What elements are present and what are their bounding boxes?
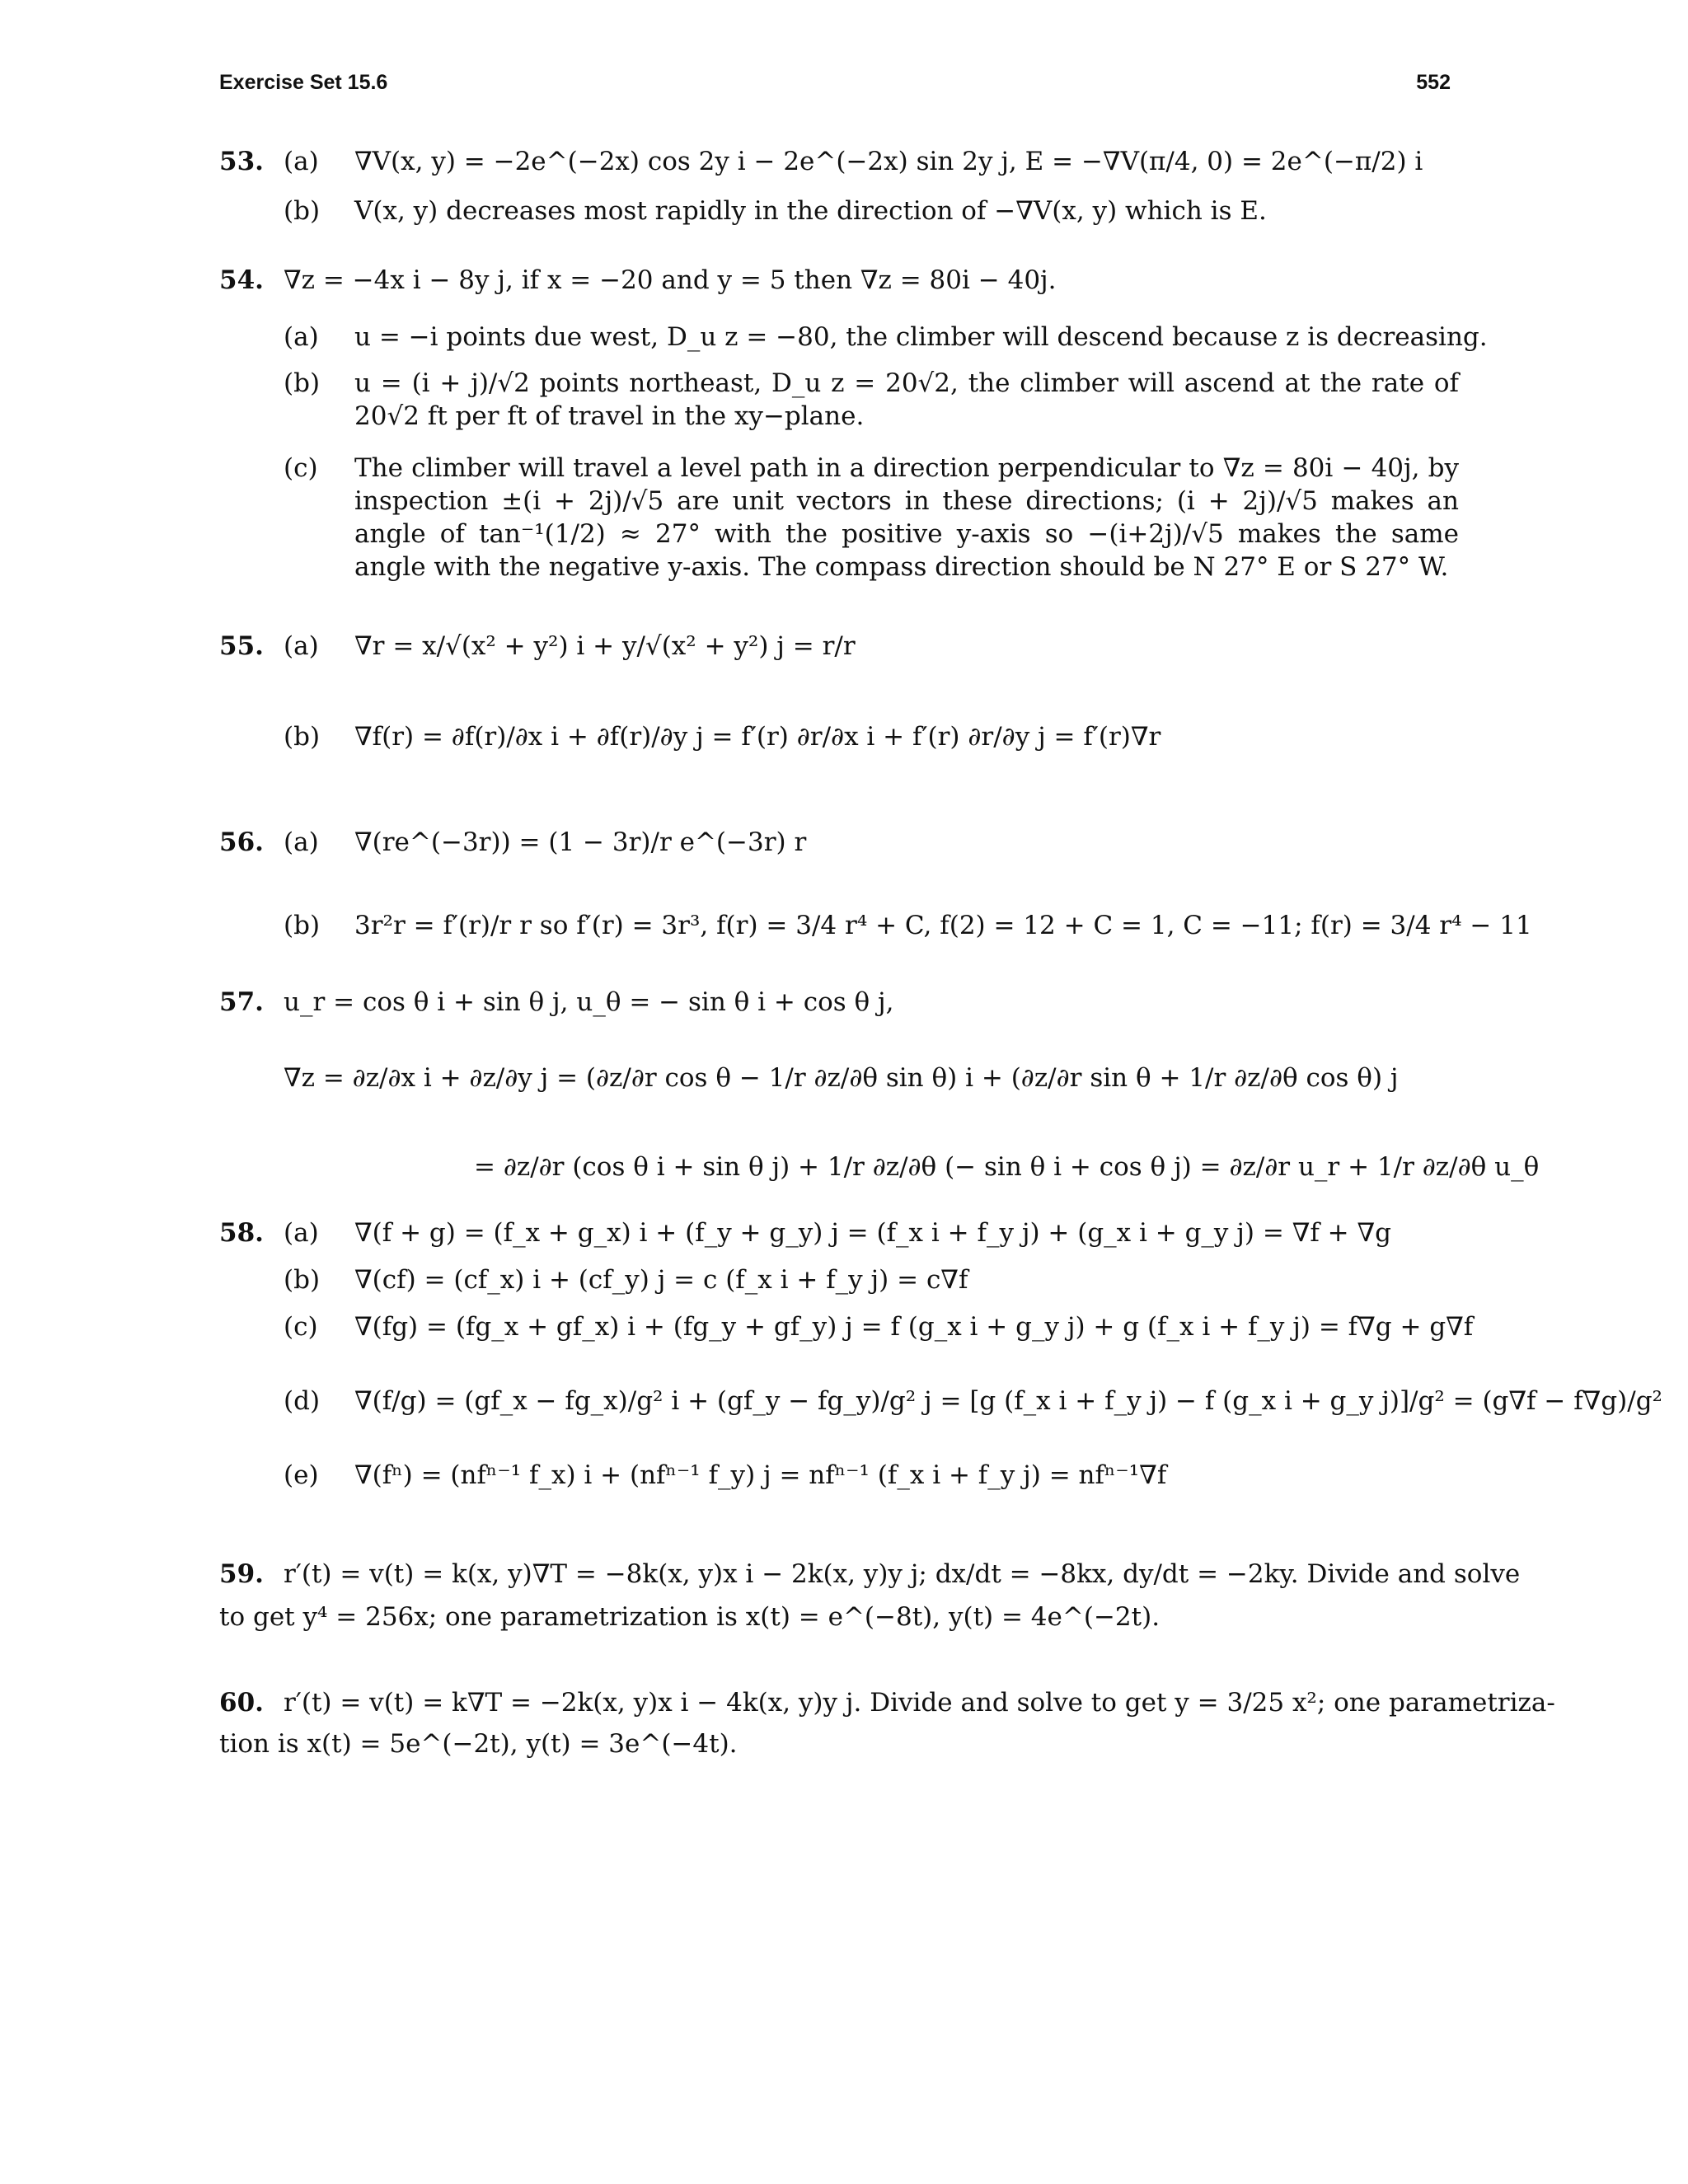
part-label: (a) [284,322,319,352]
problem-number: 54. [219,265,264,295]
part-text: ∇(fⁿ) = (nfⁿ⁻¹ f_x) i + (nfⁿ⁻¹ f_y) j = nfⁿ⁻¹ (f_x i + f_y j) = nfⁿ⁻¹∇f [354,1460,1167,1490]
problem-number: 59. [219,1559,264,1589]
part-text: V(x, y) decreases most rapidly in the direction of −∇V(x, y) which is E. [354,196,1267,226]
part-text: The climber will travel a level path in a direction perpendicular to ∇z = 80i − 40j, by inspection ±(i + 2j)/√5 are unit vectors in these directions; (i + 2j)/√5 makes an angle of tan⁻¹(1/2) ≈ 27° with the positive y-axis so −(i+2j)/√5 makes the same angle with the negative y-axis. The compass direction should be N 27° E or S 27° W. [354,453,1459,582]
problem-number: 58. [219,1218,264,1248]
part-label: (a) [284,147,319,176]
part-text: ∇(cf) = (cf_x) i + (cf_y) j = c (f_x i + f_y j) = c∇f [354,1265,968,1295]
part-label: (a) [284,631,319,661]
part-label: (b) [284,1265,321,1295]
part-text: ∇(f/g) = (gf_x − fg_x)/g² i + (gf_y − fg_y)/g² j = [g (f_x i + f_y j) − f (g_x i + g_y j)]/g² = (g∇f − f∇g)/g² [354,1386,1662,1416]
part-text: u = (i + j)/√2 points northeast, D_u z = 20√2, the climber will ascend at the rate of 20√2 ft per ft of travel in the xy−plane. [354,368,1459,431]
problem-number: 57. [219,987,264,1017]
part-label: (c) [284,1312,318,1342]
part-label: (a) [284,827,319,857]
part-label: (c) [284,453,318,483]
problem-line: ∇z = ∂z/∂x i + ∂z/∂y j = (∂z/∂r cos θ − 1/r ∂z/∂θ sin θ) i + (∂z/∂r sin θ + 1/r ∂z/∂θ cos θ) j [284,1063,1399,1093]
part-text: ∇f(r) = ∂f(r)/∂x i + ∂f(r)/∂y j = f′(r) ∂r/∂x i + f′(r) ∂r/∂y j = f′(r)∇r [354,722,1161,752]
problem-line: u_r = cos θ i + sin θ j, u_θ = − sin θ i + cos θ j, [284,987,894,1017]
problem-line: tion is x(t) = 5e^(−2t), y(t) = 3e^(−4t). [219,1729,738,1759]
problem-line: = ∂z/∂r (cos θ i + sin θ j) + 1/r ∂z/∂θ (− sin θ i + cos θ j) = ∂z/∂r u_r + 1/r ∂z/∂θ u_θ [474,1152,1540,1182]
problem-number: 53. [219,147,264,176]
part-label: (e) [284,1460,319,1490]
problem-line: to get y⁴ = 256x; one parametrization is x(t) = e^(−8t), y(t) = 4e^(−2t). [219,1602,1160,1632]
part-text: 3r²r = f′(r)/r r so f′(r) = 3r³, f(r) = 3/4 r⁴ + C, f(2) = 12 + C = 1, C = −11; f(r) = 3/4 r⁴ − 11 [354,911,1532,940]
part-text: ∇(f + g) = (f_x + g_x) i + (f_y + g_y) j = (f_x i + f_y j) + (g_x i + g_y j) = ∇f + ∇g [354,1218,1391,1248]
section-header: Exercise Set 15.6 [219,71,388,94]
part-text: ∇(fg) = (fg_x + gf_x) i + (fg_y + gf_y) j = f (g_x i + g_y j) + g (f_x i + f_y j) = f∇g + g∇f [354,1312,1474,1342]
problem-number: 55. [219,631,264,661]
problem-number: 60. [219,1688,264,1718]
page-number: 552 [1416,71,1451,94]
part-text: ∇r = x/√(x² + y²) i + y/√(x² + y²) j = r/r [354,631,856,661]
part-label: (b) [284,368,321,398]
problem-line: r′(t) = v(t) = k∇T = −2k(x, y)x i − 4k(x, y)y j. Divide and solve to get y = 3/25 x²; one parametriza- [284,1688,1555,1718]
part-label: (b) [284,911,321,940]
part-label: (b) [284,196,321,226]
part-text: ∇V(x, y) = −2e^(−2x) cos 2y i − 2e^(−2x) sin 2y j, E = −∇V(π/4, 0) = 2e^(−π/2) i [354,147,1423,176]
problem-line: r′(t) = v(t) = k(x, y)∇T = −8k(x, y)x i − 2k(x, y)y j; dx/dt = −8kx, dy/dt = −2ky. Divide and solve [284,1559,1521,1589]
part-label: (a) [284,1218,319,1248]
part-text: u = −i points due west, D_u z = −80, the climber will descend because z is decreasing. [354,322,1488,352]
part-text: ∇(re^(−3r)) = (1 − 3r)/r e^(−3r) r [354,827,807,857]
part-label: (b) [284,722,321,752]
part-label: (d) [284,1386,321,1416]
problem-intro: ∇z = −4x i − 8y j, if x = −20 and y = 5 then ∇z = 80i − 40j. [284,265,1057,295]
problem-number: 56. [219,827,264,857]
